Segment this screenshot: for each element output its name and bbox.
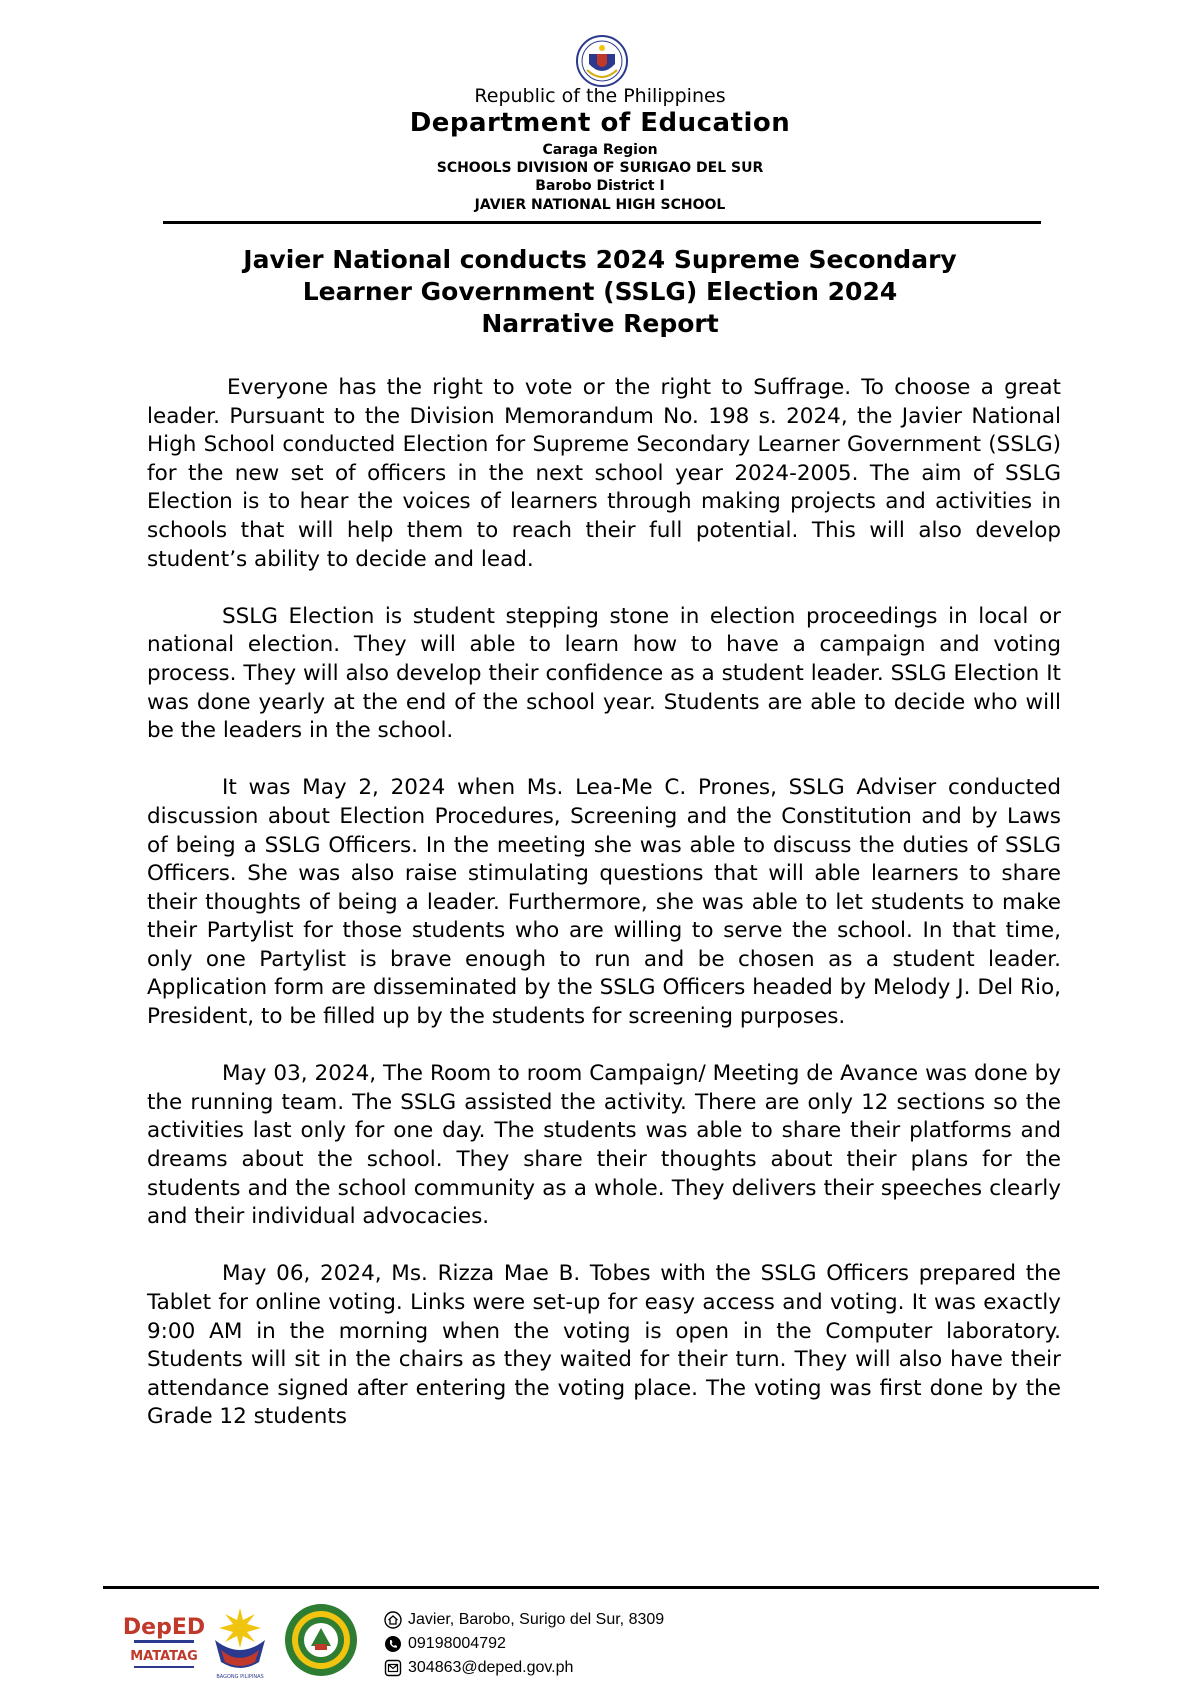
footer-divider (103, 1586, 1099, 1589)
district-label: Barobo District I (535, 178, 665, 194)
email-text: 304863@deped.gov.ph (408, 1659, 574, 1676)
home-icon (384, 1611, 402, 1629)
email-row (384, 1656, 664, 1680)
report-title (0, 244, 1200, 340)
contact-info (384, 1608, 664, 1680)
deped-logo-text: DepED (122, 1615, 206, 1640)
republic-heading: Republic of the Philippines (474, 85, 726, 107)
phone-icon (384, 1635, 402, 1653)
paragraph: May 03, 2024, The Room to room Campaign/ Meeting de Avance was done by the running team. The SSLG assisted the activity. There are only 12 sections so the activities last only for one day. The students was able to share their platforms and dreams about the school. They share their thoughts about their plans for the students and the school community as a whole. They delivers their speeches clearly and their individual advocacies. (147, 1061, 1061, 1230)
header-divider (163, 221, 1041, 224)
phone-row (384, 1632, 664, 1656)
bagong-pilipinas-text: BAGONG PILIPINAS (216, 1674, 264, 1680)
email-icon (384, 1659, 402, 1677)
title-line-3: Narrative Report (481, 309, 719, 338)
matatag-logo-text: MATATAG (130, 1649, 198, 1664)
paragraph: May 06, 2024, Ms. Rizza Mae B. Tobes with the SSLG Officers prepared the Tablet for online voting. Links were set-up for easy access and voting. It was exactly 9:00 AM in the morning when the voting is open in the Computer laboratory. Students will sit in the chairs as they waited for their turn. They will also have their attendance signed after entering the voting place. The voting was first done by the Grade 12 students (147, 1261, 1061, 1430)
bagong-pilipinas-logo (207, 1600, 273, 1680)
division-label: SCHOOLS DIVISION OF SURIGAO DEL SUR (436, 160, 764, 176)
phone-text: 09198004792 (408, 1635, 506, 1652)
region-label: Caraga Region (542, 142, 658, 158)
report-body (147, 374, 1061, 1461)
school-seal-logo (283, 1602, 359, 1678)
title-line-2: Learner Government (SSLG) Election 2024 (302, 277, 898, 306)
address-row (384, 1608, 664, 1632)
paragraph: It was May 2, 2024 when Ms. Lea-Me C. Prones, SSLG Adviser conducted discussion about Election Procedures, Screening and the Constitution and by Laws of being a SSLG Officers. In the meeting she was able to discuss the duties of SSLG Officers. She was also raise stimulating questions that will able learners to share their thoughts of being a leader. Furthermore, she was able to let students to make their Partylist for those students who are willing to serve the school. In that time, only one Partylist is brave enough to run and be chosen as a student leader. Application form are disseminated by the SSLG Officers headed by Melody J. Del Rio, President, to be filled up by the students for screening purposes. (147, 775, 1061, 1030)
department-heading: Department of Education (409, 108, 791, 138)
title-line-1: Javier National conducts 2024 Supreme Secondary (243, 245, 957, 274)
address-text: Javier, Barobo, Surigo del Sur, 8309 (408, 1611, 665, 1628)
paragraph: Everyone has the right to vote or the right to Suffrage. To choose a great leader. Pursuant to the Division Memorandum No. 198 s. 2024, the Javier National High School conducted Election for Supreme Secondary Learner Government (SSLG) for the new set of officers in the next school year 2024-2005. The aim of SSLG Election is to hear the voices of learners through making projects and activities in schools that will help them to reach their full potential. This will also develop student’s ability to decide and lead. (147, 375, 1061, 572)
deped-matatag-logo (122, 1604, 206, 1678)
school-label: JAVIER NATIONAL HIGH SCHOOL (474, 197, 726, 213)
deped-seal-icon (575, 34, 629, 88)
paragraph: SSLG Election is student stepping stone in election proceedings in local or national election. They will able to learn how to have a campaign and voting process. They will also develop their confidence as a student leader. SSLG Election It was done yearly at the end of the school year. Students are able to decide who will be the leaders in the school. (147, 603, 1061, 744)
